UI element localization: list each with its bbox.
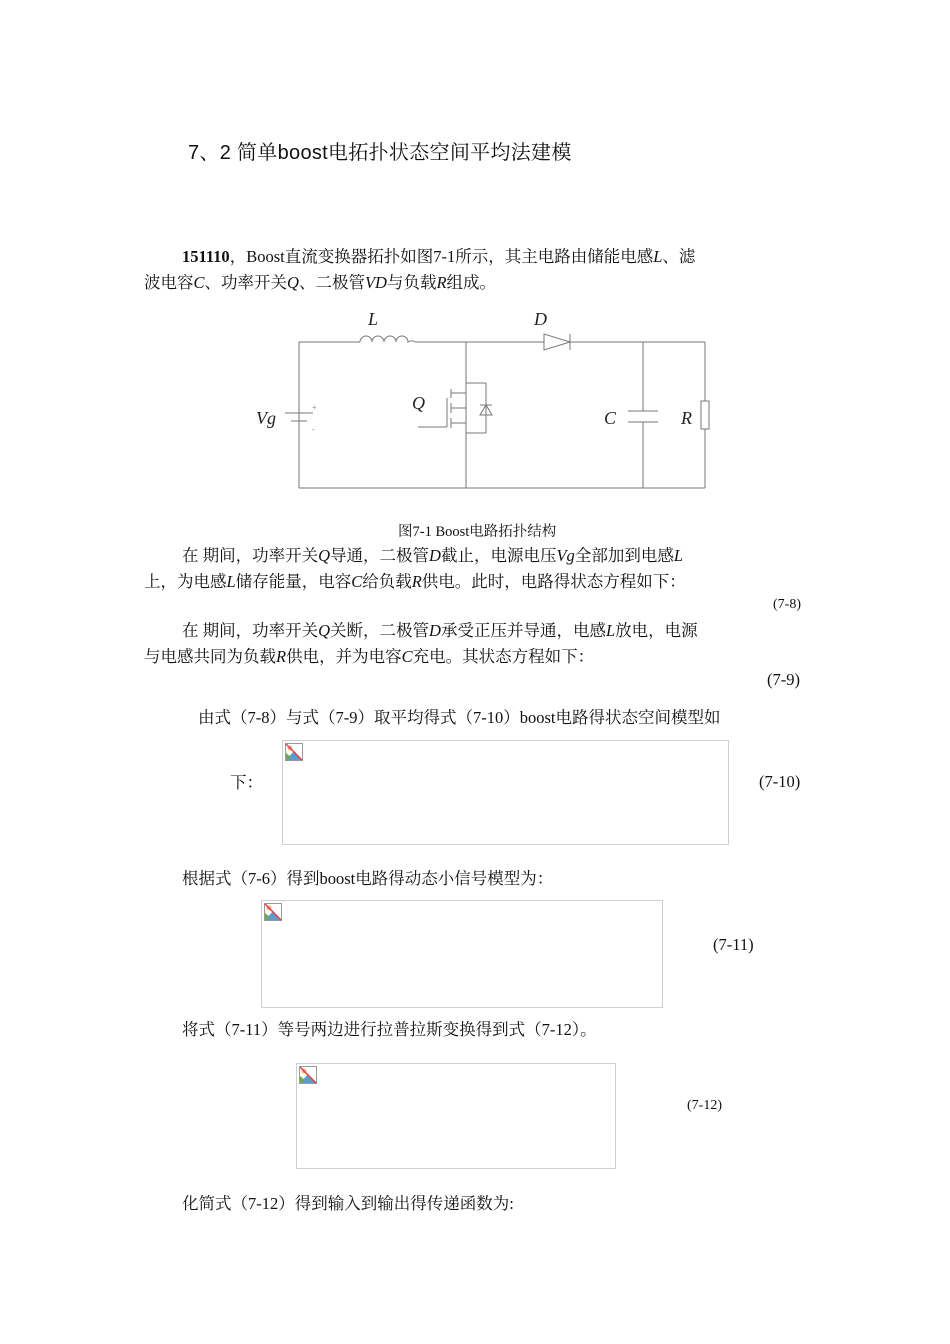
var-C: C [193,273,205,292]
var-R: R [276,647,287,666]
section-heading: 7、2 简单boost电拓扑状态空间平均法建模 [188,142,572,164]
para-text: 供电，并为电容 [286,647,402,666]
figure-caption: 图7-1 Boost电路拓扑结构 [398,524,557,540]
label-Q: Q [412,393,425,413]
equation-image-7-10 [282,740,729,845]
para-text: 关断，二极管 [330,621,430,640]
intro-text: 波电容 [144,273,194,292]
equation-number-7-12: (7-12) [687,1098,722,1113]
para-text: 上，为电感 [144,572,227,591]
para-text: 在 期间，功率开关 [182,546,319,565]
intro-number: 151110 [182,247,230,266]
svg-text:-: - [312,425,315,434]
para-text: 截止，电源电压 [440,546,557,565]
para-text: 与电感共同为负载 [144,647,276,666]
para-text: 承受正压并导通，电感 [440,621,606,640]
resistor-symbol [701,401,709,429]
intro-text: 、二极管 [298,273,365,292]
intro-line-1 [182,244,695,270]
para-text: 放电，电源 [615,621,698,640]
para-on-line-1 [182,543,683,569]
var-L: L [673,546,683,565]
label-D: D [534,309,547,329]
para-text: 给负载 [362,572,412,591]
var-D: D [429,546,441,565]
var-L: L [653,247,663,266]
para-averaging-end: 下： [230,773,263,792]
intro-text: 、滤 [662,247,696,266]
label-C: C [604,408,617,428]
var-R: R [436,273,447,292]
var-Vg: Vg [556,546,575,565]
var-VD: VD [364,273,387,292]
para-off-line-2 [144,644,594,670]
svg-text:+: + [312,403,317,412]
var-Q: Q [287,273,299,292]
var-C: C [351,572,363,591]
boost-circuit-diagram [250,305,720,500]
para-on-line-2 [144,569,686,595]
equation-image-7-11 [261,900,663,1008]
broken-image-icon [299,1066,317,1084]
intro-text: 、功率开关 [204,273,288,292]
var-Q: Q [318,546,331,565]
equation-image-7-12 [296,1063,616,1169]
para-off-line-1 [182,618,698,644]
label-Vg: Vg [256,408,276,428]
intro-text: 与负载 [386,273,437,292]
equation-number-7-11: (7-11) [713,935,754,954]
label-R: R [681,408,692,428]
para-transfer-function: 化简式（7-12）得到输入到输出得传递函数为: [182,1194,514,1213]
broken-image-icon [285,743,303,761]
equation-number-7-8: (7-8) [773,597,801,612]
intro-text: ，Boost直流变换器拓扑如图7-1所示，其主电路由储能电感 [229,247,654,266]
broken-image-icon [264,903,282,921]
para-text: 在 期间，功率开关 [182,621,319,640]
label-L: L [368,309,379,329]
inductor-symbol [360,336,415,342]
mosfet-symbol [418,383,492,433]
para-small-signal: 根据式（7-6）得到boost电路得动态小信号模型为： [182,869,554,888]
diode-symbol [544,334,570,350]
var-R: R [411,572,422,591]
para-text: 全部加到电感 [574,546,674,565]
intro-text: 组成。 [446,273,497,292]
para-text: 充电。其状态方程如下： [412,647,595,666]
intro-line-2 [144,270,496,296]
para-text: 供电。此时，电路得状态方程如下： [421,572,686,591]
para-text: 储存能量，电容 [235,572,352,591]
var-D: D [429,621,441,640]
equation-number-7-10: (7-10) [759,772,801,791]
para-laplace: 将式（7-11）等号两边进行拉普拉斯变换得到式（7-12）。 [182,1020,597,1039]
var-L: L [605,621,616,640]
para-averaging: 由式（7-8）与式（7-9）取平均得式（7-10）boost电路得状态空间模型如 [198,708,721,727]
para-text: 导通，二极管 [330,546,430,565]
var-L: L [226,572,236,591]
var-Q: Q [318,621,331,640]
var-C: C [401,647,413,666]
equation-number-7-9: (7-9) [767,670,800,689]
